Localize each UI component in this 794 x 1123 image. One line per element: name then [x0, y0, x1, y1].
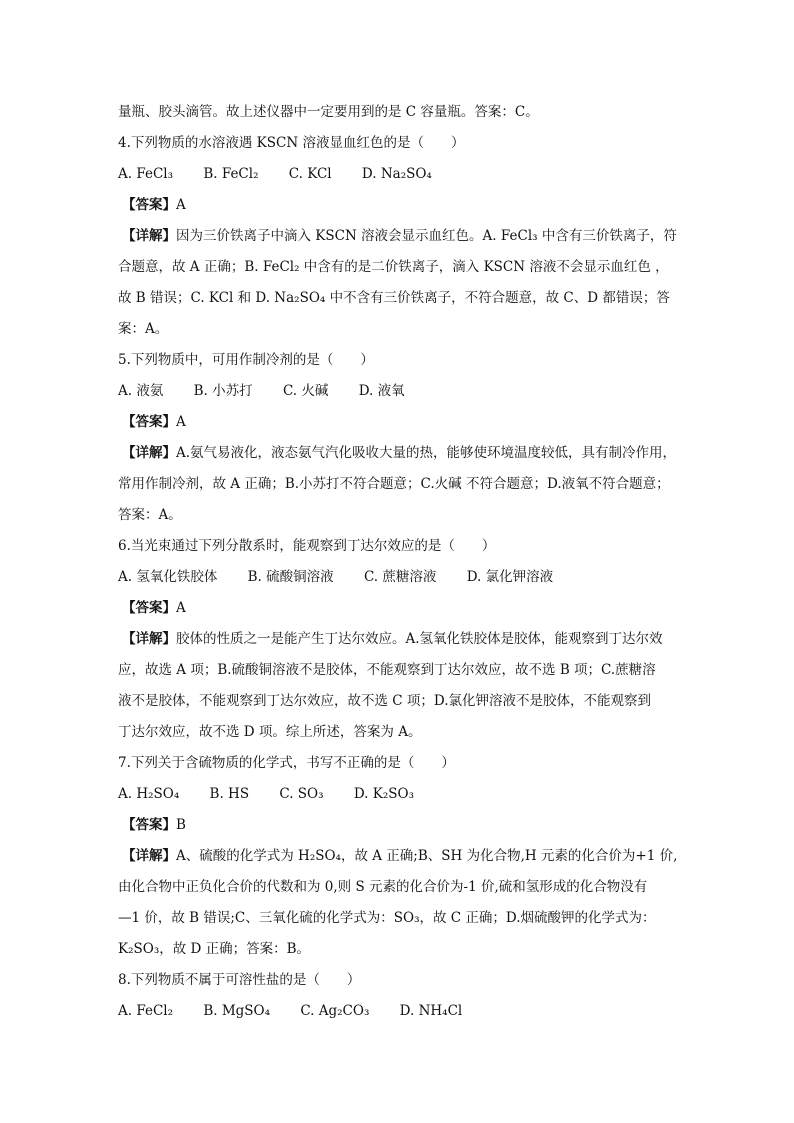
answer-tag: 【答案】	[122, 197, 176, 213]
option-b: B. 小苏打	[193, 383, 253, 399]
question-7: 7.下列关于含硫物质的化学式，书写不正确的是（ ）	[118, 755, 455, 771]
answer-line	[122, 599, 682, 617]
question-4: 4.下列物质的水溶液遇 KSCN 溶液显血红色的是（ ）	[118, 135, 465, 151]
explanation-line	[122, 444, 682, 462]
question-8-options	[118, 1002, 678, 1020]
question-5-options	[118, 382, 678, 400]
option-d: D. K₂SO₃	[353, 786, 414, 802]
explanation-tag: 【详解】	[122, 631, 176, 647]
answer-line	[122, 413, 682, 431]
text-line: 常用作制冷剂，故 A 正确；B.小苏打不符合题意；C.火碱 不符合题意；D.液氧不符合题意；	[118, 476, 670, 492]
option-c: C. Ag₂CO₃	[300, 1003, 370, 1019]
option-c: C. KCl	[288, 166, 332, 182]
answer-tag: 【答案】	[122, 600, 176, 616]
question-7-options	[118, 785, 678, 803]
question-6: 6.当光束通过下列分散系时，能观察到丁达尔效应的是（ ）	[118, 538, 496, 554]
option-b: B. HS	[209, 786, 250, 802]
question-5: 5.下列物质中，可用作制冷剂的是（ ）	[118, 352, 374, 368]
answer-value: B	[176, 817, 186, 833]
question-4-options	[118, 165, 678, 183]
answer-value: A	[176, 600, 186, 616]
explanation-text: 胶体的性质之一是能产生丁达尔效应。A.氢氧化铁胶体是胶体，能观察到丁达尔效	[176, 631, 663, 647]
question-8: 8.下列物质不属于可溶性盐的是（ ）	[118, 972, 361, 988]
text-line: 丁达尔效应，故不选 D 项。综上所述，答案为 A。	[118, 724, 422, 740]
option-d: D. NH₄Cl	[399, 1003, 463, 1019]
answer-tag: 【答案】	[122, 817, 176, 833]
explanation-tag: 【详解】	[122, 848, 176, 864]
explanation-line	[122, 847, 682, 865]
text-line: 液不是胶体，不能观察到丁达尔效应，故不选 C 项；D.氯化钾溶液不是胶体，不能观察到	[118, 693, 652, 709]
explanation-text: A.氨气易液化，液态氨气汽化吸收大量的热，能够使环境温度较低，具有制冷作用，	[176, 445, 677, 461]
explanation-tag: 【详解】	[122, 228, 176, 244]
text-line: 故 B 错误；C. KCl 和 D. Na₂SO₄ 中不含有三价铁离子，不符合题意，故 C、D 都错误；答	[118, 290, 670, 306]
answer-line	[122, 196, 682, 214]
option-b: B. MgSO₄	[203, 1003, 271, 1019]
text-line: K₂SO₃，故 D 正确；答案：B。	[118, 941, 311, 957]
explanation-text: A、硫酸的化学式为 H₂SO₄，故 A 正确;B、SH 为化合物,H 元素的化合价为+1 价,	[176, 848, 678, 864]
text-line: 应，故选 A 项；B.硫酸铜溶液不是胶体，不能观察到丁达尔效应，故不选 B 项；C.蔗糖溶	[118, 662, 656, 678]
text-line: —1 价，故 B 错误;C、三氧化硫的化学式为：SO₃，故 C 正确；D.烟硫酸钾的化学式为：	[118, 910, 656, 926]
text-line: 由化合物中正负化合价的代数和为 0,则 S 元素的化合价为-1 价,硫和氢形成的化合物没有	[118, 879, 648, 895]
explanation-tag: 【详解】	[122, 445, 176, 461]
option-d: D. Na₂SO₄	[361, 166, 432, 182]
explanation-text: 因为三价铁离子中滴入 KSCN 溶液会显示血红色。A. FeCl₃ 中含有三价铁离子，符	[176, 228, 677, 244]
option-a: A. FeCl₃	[118, 166, 174, 182]
answer-line	[122, 816, 682, 834]
option-d: D. 液氧	[358, 383, 405, 399]
option-c: C. 蔗糖溶液	[363, 569, 437, 585]
option-a: A. FeCl₂	[118, 1003, 174, 1019]
answer-value: A	[176, 197, 186, 213]
question-6-options	[118, 568, 678, 586]
answer-tag: 【答案】	[122, 414, 176, 430]
option-d: D. 氯化钾溶液	[466, 569, 554, 585]
explanation-line	[122, 227, 682, 245]
option-c: C. SO₃	[279, 786, 324, 802]
option-a: A. 氢氧化铁胶体	[118, 569, 218, 585]
option-a: A. 液氨	[118, 383, 164, 399]
text-line: 案：A。	[118, 321, 169, 337]
explanation-line	[122, 630, 682, 648]
option-b: B. FeCl₂	[203, 166, 259, 182]
text-line: 量瓶、胶头滴管。故上述仪器中一定要用到的是 C 容量瓶。答案：C。	[118, 104, 539, 120]
option-a: A. H₂SO₄	[118, 786, 180, 802]
option-c: C. 火碱	[282, 383, 329, 399]
option-b: B. 硫酸铜溶液	[247, 569, 334, 585]
text-line: 答案：A。	[118, 507, 182, 523]
answer-value: A	[176, 414, 186, 430]
text-line: 合题意，故 A 正确；B. FeCl₂ 中含有的是二价铁离子，滴入 KSCN 溶液不会显示血红色 ，	[118, 259, 669, 275]
